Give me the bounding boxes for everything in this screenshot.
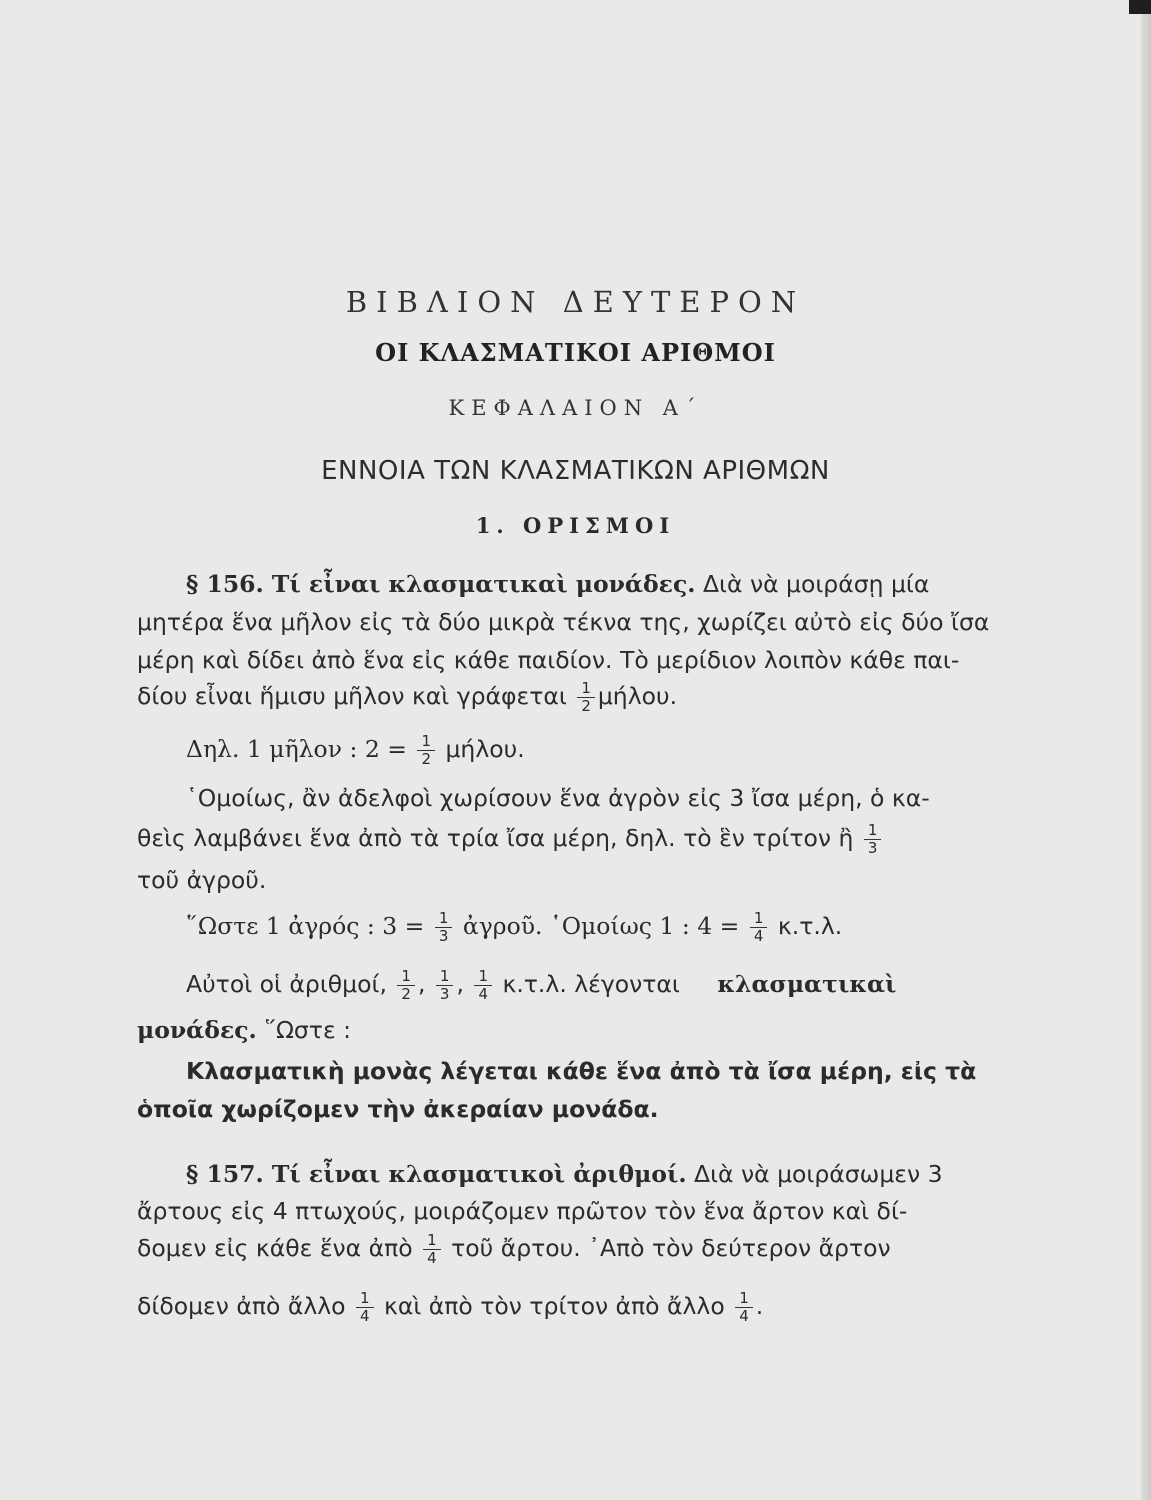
p156-line-8: Αὐτοὶ οἱ ἀριθμοί, $\frac{1}{2}$ , $\frac{1}{3}$ , $\frac{1}{4}$ κ.τ.λ. λέγονται κλασματικαὶ (186, 967, 897, 1003)
term-monades: μονάδες. (137, 1016, 257, 1044)
fraction-one-quarter: $\frac{1}{4}$ (423, 1232, 441, 1267)
p157-line-1 (186, 1160, 1033, 1188)
p156-line-8-text: Αὐτοὶ οἱ ἀριθμοί, (186, 970, 387, 998)
equation-1-end: μήλου. (445, 735, 525, 763)
equation-2-middle: ἀγροῦ. ῾Ομοίως 1 : 4 = (462, 912, 740, 940)
p156-line-4-text: δίου εἶναι ἥμισυ μῆλον καὶ γράφεται (137, 682, 567, 710)
p156-equation-2 (186, 910, 1033, 945)
fraction-one-third: $\frac{1}{3}$ (435, 910, 453, 945)
section-heading: 1. ΟΡΙΣΜΟΙ (475, 513, 676, 538)
p156-line-6-text: θεὶς λαμβάνει ἕνα ἀπὸ τὰ τρία ἴσα μέρη, δηλ. τὸ ἓν τρίτον ἢ (137, 824, 854, 852)
equation-2-end: κ.τ.λ. (777, 912, 843, 940)
book-title: ΟΙ ΚΛΑΣΜΑΤΙΚΟΙ ΑΡΙΘΜΟΙ (375, 338, 776, 367)
fraction-one-half: $\frac{1}{2}$ (417, 733, 435, 768)
equation-1-text: Δηλ. 1 μῆλον : 2 = (186, 735, 407, 763)
p156-line-9-text: ῞Ωστε : (264, 1016, 352, 1044)
p156-line-1 (186, 570, 1033, 598)
fraction-one-half: $\frac{1}{2}$ (397, 968, 415, 1003)
book-heading: ΒΙΒΛΙΟΝ ΔΕΥΤΕΡΟΝ (345, 285, 806, 319)
p156-line-7: τοῦ ἀγροῦ. (137, 866, 267, 894)
p156-line-2: μητέρα ἕνα μῆλον εἰς τὰ δύο μικρὰ τέκνα της, χωρίζει αὐτὸ εἰς δύο ἴσα (137, 608, 990, 636)
term-klasmatikai: κλασματικαὶ (717, 970, 897, 998)
p156-line-4 (137, 680, 1033, 715)
chapter-heading: ΚΕΦΑΛΑΙΟΝ Α΄ (448, 396, 703, 420)
p157-line-4: δίδομεν ἀπὸ ἄλλο $\frac{1}{4}$ καὶ ἀπὸ τὸν τρίτον ἀπὸ ἄλλο $\frac{1}{4}$ . (137, 1289, 764, 1325)
p156-heading: § 156. Τί εἶναι κλασματικαὶ μονάδες. (186, 570, 696, 598)
p157-line-4-mid: καὶ ἀπὸ τὸν τρίτον ἀπὸ ἄλλο (384, 1292, 725, 1320)
p156-line-8-mid: κ.τ.λ. λέγονται (502, 970, 680, 998)
chapter-topic: ΕΝΝΟΙΑ ΤΩΝ ΚΛΑΣΜΑΤΙΚΩΝ ΑΡΙΘΜΩΝ (321, 456, 830, 486)
p157-line-3-text: δομεν εἰς κάθε ἕνα ἀπὸ (137, 1234, 413, 1262)
fraction-one-quarter: $\frac{1}{4}$ (735, 1290, 753, 1325)
p157-line-4-text: δίδομεν ἀπὸ ἄλλο (137, 1292, 346, 1320)
definition-line-2: ὁποῖα χωρίζομεν τὴν ἀκεραίαν μονάδα. (137, 1095, 659, 1123)
p157-line-2: ἄρτους εἰς 4 πτωχούς, μοιράζομεν πρῶτον τὸν ἕνα ἄρτον καὶ δί- (137, 1197, 908, 1225)
page-corner-shadow (1129, 0, 1151, 14)
p157-line-3-end: τοῦ ἄρτου. ᾿Απὸ τὸν δεύτερον ἄρτον (451, 1234, 891, 1262)
p156-line-4-end: μήλου. (597, 682, 678, 710)
fraction-one-quarter: $\frac{1}{4}$ (750, 910, 768, 945)
p157-line-3 (137, 1232, 1033, 1267)
fraction-one-quarter: $\frac{1}{4}$ (356, 1290, 374, 1325)
definition-line-1: Κλασματικὴ μονὰς λέγεται κάθε ἕνα ἀπὸ τὰ ἴσα μέρη, εἰς τὰ (186, 1057, 977, 1085)
fraction-one-half: $\frac{1}{2}$ (577, 680, 595, 715)
p156-line-5: ῾Ομοίως, ἂν ἀδελφοὶ χωρίσουν ἕνα ἀγρὸν εἰς 3 ἴσα μέρη, ὁ κα- (186, 784, 930, 812)
p156-line-3: μέρη καὶ δίδει ἀπὸ ἕνα εἰς κάθε παιδίον. Τὸ μερίδιον λοιπὸν κάθε παι- (137, 646, 960, 674)
p157-heading: § 157. Τί εἶναι κλασματικοὶ ἀριθμοί. (186, 1160, 687, 1188)
p156-line-9 (137, 1016, 1033, 1044)
fraction-one-quarter: $\frac{1}{4}$ (474, 968, 492, 1003)
equation-2-text: ῞Ωστε 1 ἀγρός : 3 = (186, 912, 425, 940)
page-edge (1141, 0, 1151, 1500)
fraction-one-third: $\frac{1}{3}$ (436, 968, 454, 1003)
fraction-one-third: $\frac{1}{3}$ (864, 822, 882, 857)
p156-equation-1 (186, 733, 1033, 768)
p157-line-1-text: Διὰ νὰ μοιράσωμεν 3 (694, 1160, 943, 1188)
p156-line-1-text: Διὰ νὰ μοιράσῃ μία (702, 570, 930, 598)
p156-line-6 (137, 822, 1033, 857)
